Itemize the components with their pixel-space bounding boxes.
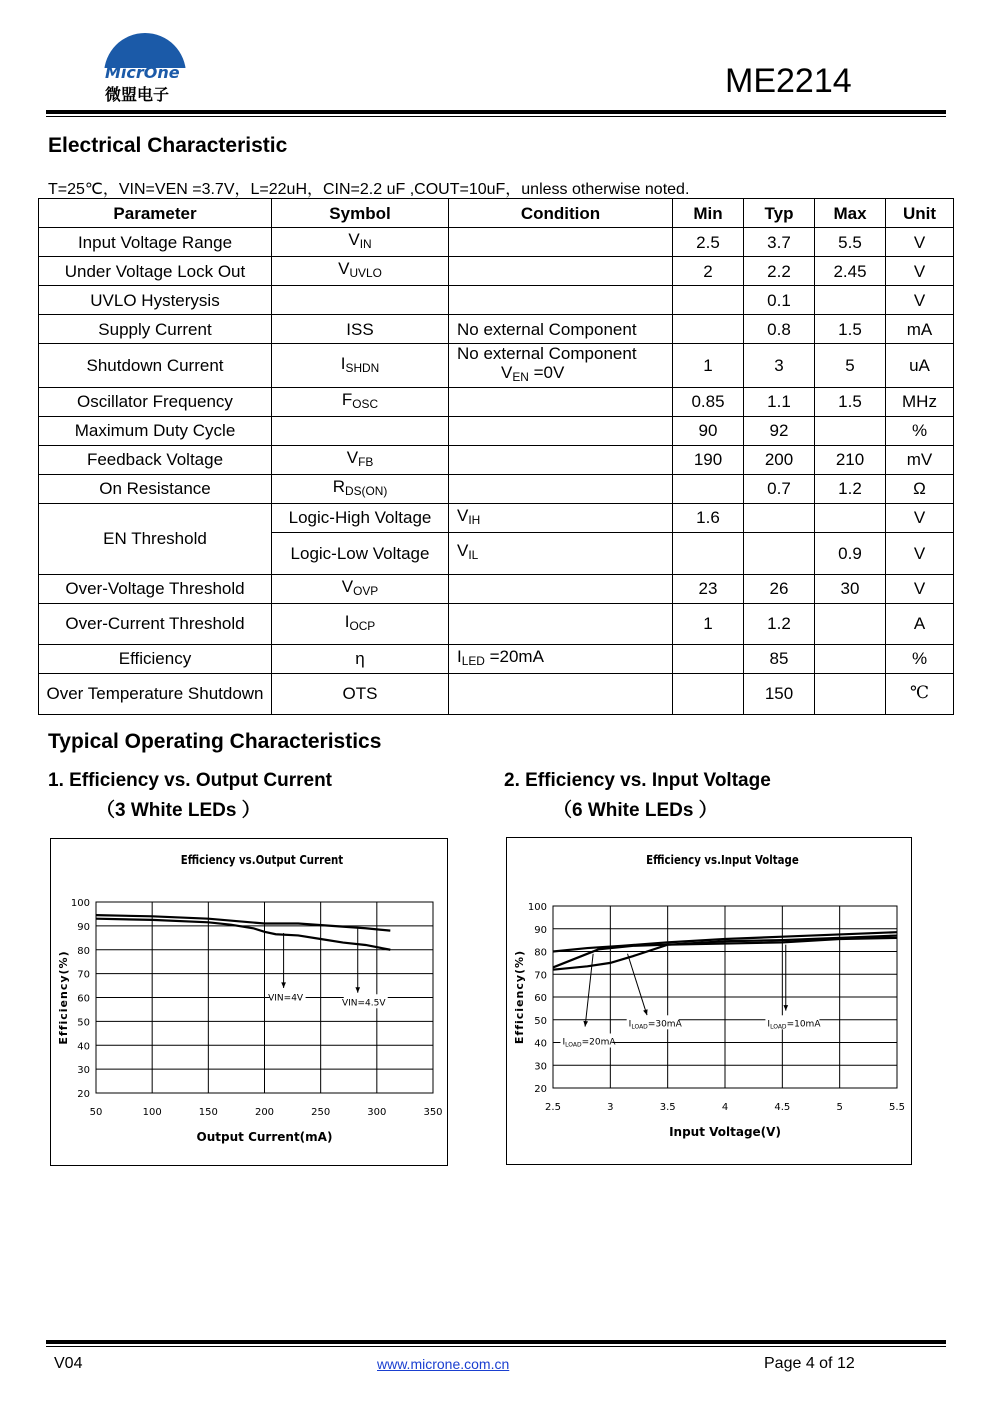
min-cell: 190 (673, 445, 744, 474)
table-row (39, 387, 954, 416)
table-row (39, 286, 954, 315)
y-tick-label: 50 (534, 1015, 547, 1027)
table-row (39, 644, 954, 673)
typ-cell: 0.7 (744, 474, 815, 503)
column-header-typ: Typ (744, 199, 815, 228)
typ-cell: 1.2 (744, 603, 815, 644)
chart1-heading: 1. Efficiency vs. Output Current (48, 770, 332, 791)
x-tick-label: 3.5 (659, 1102, 676, 1113)
table-row (39, 673, 954, 714)
y-tick-label: 80 (534, 947, 547, 959)
parameter-cell: On Resistance (39, 474, 272, 503)
y-tick-label: 30 (77, 1065, 90, 1077)
symbol-cell: $R_{DS(ON)}$ (272, 474, 449, 503)
section-title-typical: Typical Operating Characteristics (48, 730, 382, 753)
table-row (39, 445, 954, 474)
footer-rule-thin (46, 1346, 946, 1347)
typ-cell: 0.1 (744, 286, 815, 315)
annotation-arrowhead (643, 1009, 647, 1015)
typ-cell: 2.2 (744, 257, 815, 286)
symbol-cell (272, 416, 449, 445)
y-tick-label: 30 (534, 1061, 547, 1073)
table-row (39, 257, 954, 286)
column-header-condition: Condition (449, 199, 673, 228)
condition-cell: No external Component $V_{EN} =0V$ (449, 344, 673, 388)
column-header-parameter: Parameter (39, 199, 272, 228)
max-cell (815, 644, 886, 673)
y-tick-label: 80 (77, 945, 90, 957)
symbol-cell: η (272, 644, 449, 673)
typ-cell (744, 503, 815, 532)
y-tick-label: 40 (534, 1038, 547, 1050)
chart1-frame (50, 838, 448, 1166)
unit-cell: V (886, 286, 954, 315)
y-tick-label: 100 (70, 898, 90, 909)
x-axis-label: Input Voltage(V) (669, 1125, 781, 1139)
x-tick-label: 100 (142, 1107, 162, 1118)
max-cell (815, 286, 886, 315)
condition-cell (449, 416, 673, 445)
table-row (39, 228, 954, 257)
x-tick-label: 50 (89, 1107, 103, 1118)
table-row (39, 416, 954, 445)
parameter-cell: Efficiency (39, 644, 272, 673)
table-row (39, 315, 954, 344)
min-cell: 1 (673, 603, 744, 644)
annotation-arrow (628, 954, 647, 1015)
table-row (39, 574, 954, 603)
max-cell: 5.5 (815, 228, 886, 257)
annotation-arrowhead (583, 1021, 588, 1027)
unit-cell: % (886, 416, 954, 445)
annotation-arrowhead (355, 987, 360, 993)
table-header-row (39, 199, 954, 228)
parameter-cell: Over Temperature Shutdown (39, 673, 272, 714)
electrical-table (38, 198, 954, 715)
y-tick-label: 70 (534, 970, 547, 982)
unit-cell: V (886, 257, 954, 286)
condition-cell (449, 387, 673, 416)
x-tick-label: 5.5 (889, 1102, 905, 1113)
column-header-symbol: Symbol (272, 199, 449, 228)
chart1-subheading: （3 White LEDs ） (96, 800, 261, 821)
condition-cell: $I_{LED} =20mA$ (449, 644, 673, 673)
max-cell: 1.5 (815, 387, 886, 416)
annotation-label: VIN=4.5V (341, 998, 386, 1009)
table-row (39, 603, 954, 644)
parameter-cell: Input Voltage Range (39, 228, 272, 257)
annotation-arrowhead (281, 982, 286, 988)
x-tick-label: 4 (721, 1102, 729, 1113)
x-tick-label: 4.5 (774, 1102, 791, 1113)
condition-cell (449, 257, 673, 286)
x-tick-label: 2.5 (545, 1102, 561, 1113)
condition-cell (449, 603, 673, 644)
y-tick-label: 20 (77, 1089, 90, 1100)
header-rule-thin (46, 116, 946, 117)
unit-cell: V (886, 574, 954, 603)
symbol-cell: Logic-High Voltage (272, 503, 449, 532)
column-header-max: Max (815, 199, 886, 228)
symbol-cell: Logic-Low Voltage (272, 532, 449, 574)
document-id: ME2214 (725, 62, 852, 100)
typ-cell: 1.1 (744, 387, 815, 416)
min-cell (673, 532, 744, 574)
max-cell: 0.9 (815, 532, 886, 574)
annotation-arrowhead (783, 1005, 788, 1011)
logo-icon (100, 28, 190, 108)
symbol-cell: OTS (272, 673, 449, 714)
chart2-frame (506, 837, 912, 1165)
annotation-arrow (585, 954, 593, 1027)
annotation-label: $I_{LOAD}=20mA$ (562, 1037, 616, 1049)
x-tick-label: 5 (836, 1102, 843, 1113)
min-cell (673, 474, 744, 503)
x-tick-label: 3 (607, 1102, 614, 1113)
typ-cell: 85 (744, 644, 815, 673)
max-cell: 1.2 (815, 474, 886, 503)
y-tick-label: 40 (77, 1041, 90, 1053)
chart2-heading: 2. Efficiency vs. Input Voltage (504, 770, 771, 791)
y-tick-label: 20 (534, 1084, 547, 1095)
min-cell: 1 (673, 344, 744, 388)
parameter-cell: Feedback Voltage (39, 445, 272, 474)
parameter-cell: Supply Current (39, 315, 272, 344)
unit-cell: V (886, 532, 954, 574)
min-cell: 1.6 (673, 503, 744, 532)
symbol-cell: $V_{FB}$ (272, 445, 449, 474)
min-cell: 0.85 (673, 387, 744, 416)
condition-cell: $V_{IL}$ (449, 532, 673, 574)
max-cell (815, 603, 886, 644)
chart-title: Efficiency vs.Output Current (180, 853, 344, 868)
x-tick-label: 200 (254, 1107, 275, 1118)
annotation-label: VIN=4V (268, 993, 304, 1004)
parameter-cell: Shutdown Current (39, 344, 272, 388)
typ-cell: 0.8 (744, 315, 815, 344)
parameter-cell: Maximum Duty Cycle (39, 416, 272, 445)
unit-cell: ℃ (886, 673, 954, 714)
typ-cell: 92 (744, 416, 815, 445)
parameter-cell: Oscillator Frequency (39, 387, 272, 416)
unit-cell: MHz (886, 387, 954, 416)
section-title-electrical: Electrical Characteristic (48, 134, 288, 157)
chart2-subheading: （6 White LEDs ） (553, 800, 718, 821)
series-line-2 (96, 915, 390, 931)
max-cell: 2.45 (815, 257, 886, 286)
symbol-cell: $V_{IN}$ (272, 228, 449, 257)
condition-cell: $V_{IH}$ (449, 503, 673, 532)
y-tick-label: 100 (527, 902, 547, 913)
footer-version: V04 (54, 1355, 83, 1372)
table-row (39, 503, 954, 532)
typ-cell: 200 (744, 445, 815, 474)
y-tick-label: 90 (534, 924, 547, 936)
symbol-cell: $I_{SHDN}$ (272, 344, 449, 388)
max-cell: 5 (815, 344, 886, 388)
condition-cell (449, 474, 673, 503)
min-cell (673, 644, 744, 673)
y-tick-label: 60 (77, 993, 90, 1005)
typ-cell: 3 (744, 344, 815, 388)
column-header-unit: Unit (886, 199, 954, 228)
y-tick-label: 70 (77, 969, 90, 981)
condition-cell (449, 286, 673, 315)
unit-cell: V (886, 503, 954, 532)
parameter-cell: Over-Voltage Threshold (39, 574, 272, 603)
logo-brand-cn: 微盟电子 (105, 85, 170, 104)
logo-brand-en: MicrOne (105, 63, 180, 82)
condition-cell (449, 445, 673, 474)
typ-cell (744, 532, 815, 574)
table-row (39, 344, 954, 388)
max-cell: 210 (815, 445, 886, 474)
annotation-label: $I_{LOAD}=10mA$ (767, 1019, 821, 1031)
column-header-min: Min (673, 199, 744, 228)
min-cell: 2.5 (673, 228, 744, 257)
table-row (39, 474, 954, 503)
symbol-cell: $F_{OSC}$ (272, 387, 449, 416)
symbol-cell: $V_{OVP}$ (272, 574, 449, 603)
x-axis-label: Output Current(mA) (196, 1130, 333, 1144)
chart1-svg (51, 839, 447, 1165)
condition-cell (449, 574, 673, 603)
min-cell: 2 (673, 257, 744, 286)
parameter-cell: EN Threshold (39, 503, 272, 574)
symbol-cell: $V_{UVLO}$ (272, 257, 449, 286)
parameter-cell: Under Voltage Lock Out (39, 257, 272, 286)
min-cell (673, 286, 744, 315)
footer-link[interactable]: www.microne.com.cn (377, 1356, 510, 1372)
min-cell: 23 (673, 574, 744, 603)
chart-title: Efficiency vs.Input Voltage (646, 853, 799, 868)
y-axis-label: Efficiency(%) (513, 949, 526, 1045)
symbol-cell (272, 286, 449, 315)
parameter-cell: UVLO Hysterysis (39, 286, 272, 315)
x-tick-label: 350 (423, 1107, 443, 1118)
unit-cell: Ω (886, 474, 954, 503)
test-conditions: T=25℃，VIN=VEN =3.7V，L=22uH，CIN=2.2 uF ,COUT=10uF，unless otherwise noted. (48, 181, 690, 198)
y-tick-label: 50 (77, 1017, 90, 1029)
min-cell (673, 315, 744, 344)
annotation-label: $I_{LOAD}=30mA$ (628, 1019, 682, 1031)
x-tick-label: 250 (311, 1107, 331, 1118)
typ-cell: 26 (744, 574, 815, 603)
max-cell (815, 416, 886, 445)
symbol-cell: ISS (272, 315, 449, 344)
footer-rule (46, 1340, 946, 1344)
condition-cell (449, 228, 673, 257)
condition-cell (449, 673, 673, 714)
max-cell: 1.5 (815, 315, 886, 344)
unit-cell: uA (886, 344, 954, 388)
footer-page-number: Page 4 of 12 (764, 1355, 855, 1372)
parameter-cell: Over-Current Threshold (39, 603, 272, 644)
unit-cell: % (886, 644, 954, 673)
unit-cell: V (886, 228, 954, 257)
unit-cell: mV (886, 445, 954, 474)
x-tick-label: 300 (367, 1107, 387, 1118)
max-cell: 30 (815, 574, 886, 603)
y-tick-label: 60 (534, 993, 547, 1004)
typ-cell: 150 (744, 673, 815, 714)
series-line-1 (96, 919, 390, 950)
chart2-svg (507, 838, 911, 1164)
min-cell (673, 673, 744, 714)
max-cell (815, 673, 886, 714)
typ-cell: 3.7 (744, 228, 815, 257)
max-cell (815, 503, 886, 532)
y-tick-label: 90 (77, 921, 90, 933)
header-rule (46, 110, 946, 114)
unit-cell: A (886, 603, 954, 644)
min-cell: 90 (673, 416, 744, 445)
company-logo (100, 28, 190, 108)
unit-cell: mA (886, 315, 954, 344)
symbol-cell: $I_{OCP}$ (272, 603, 449, 644)
x-tick-label: 150 (198, 1107, 218, 1118)
condition-cell: No external Component (449, 315, 673, 344)
y-axis-label: Efficiency(%) (57, 950, 70, 1045)
